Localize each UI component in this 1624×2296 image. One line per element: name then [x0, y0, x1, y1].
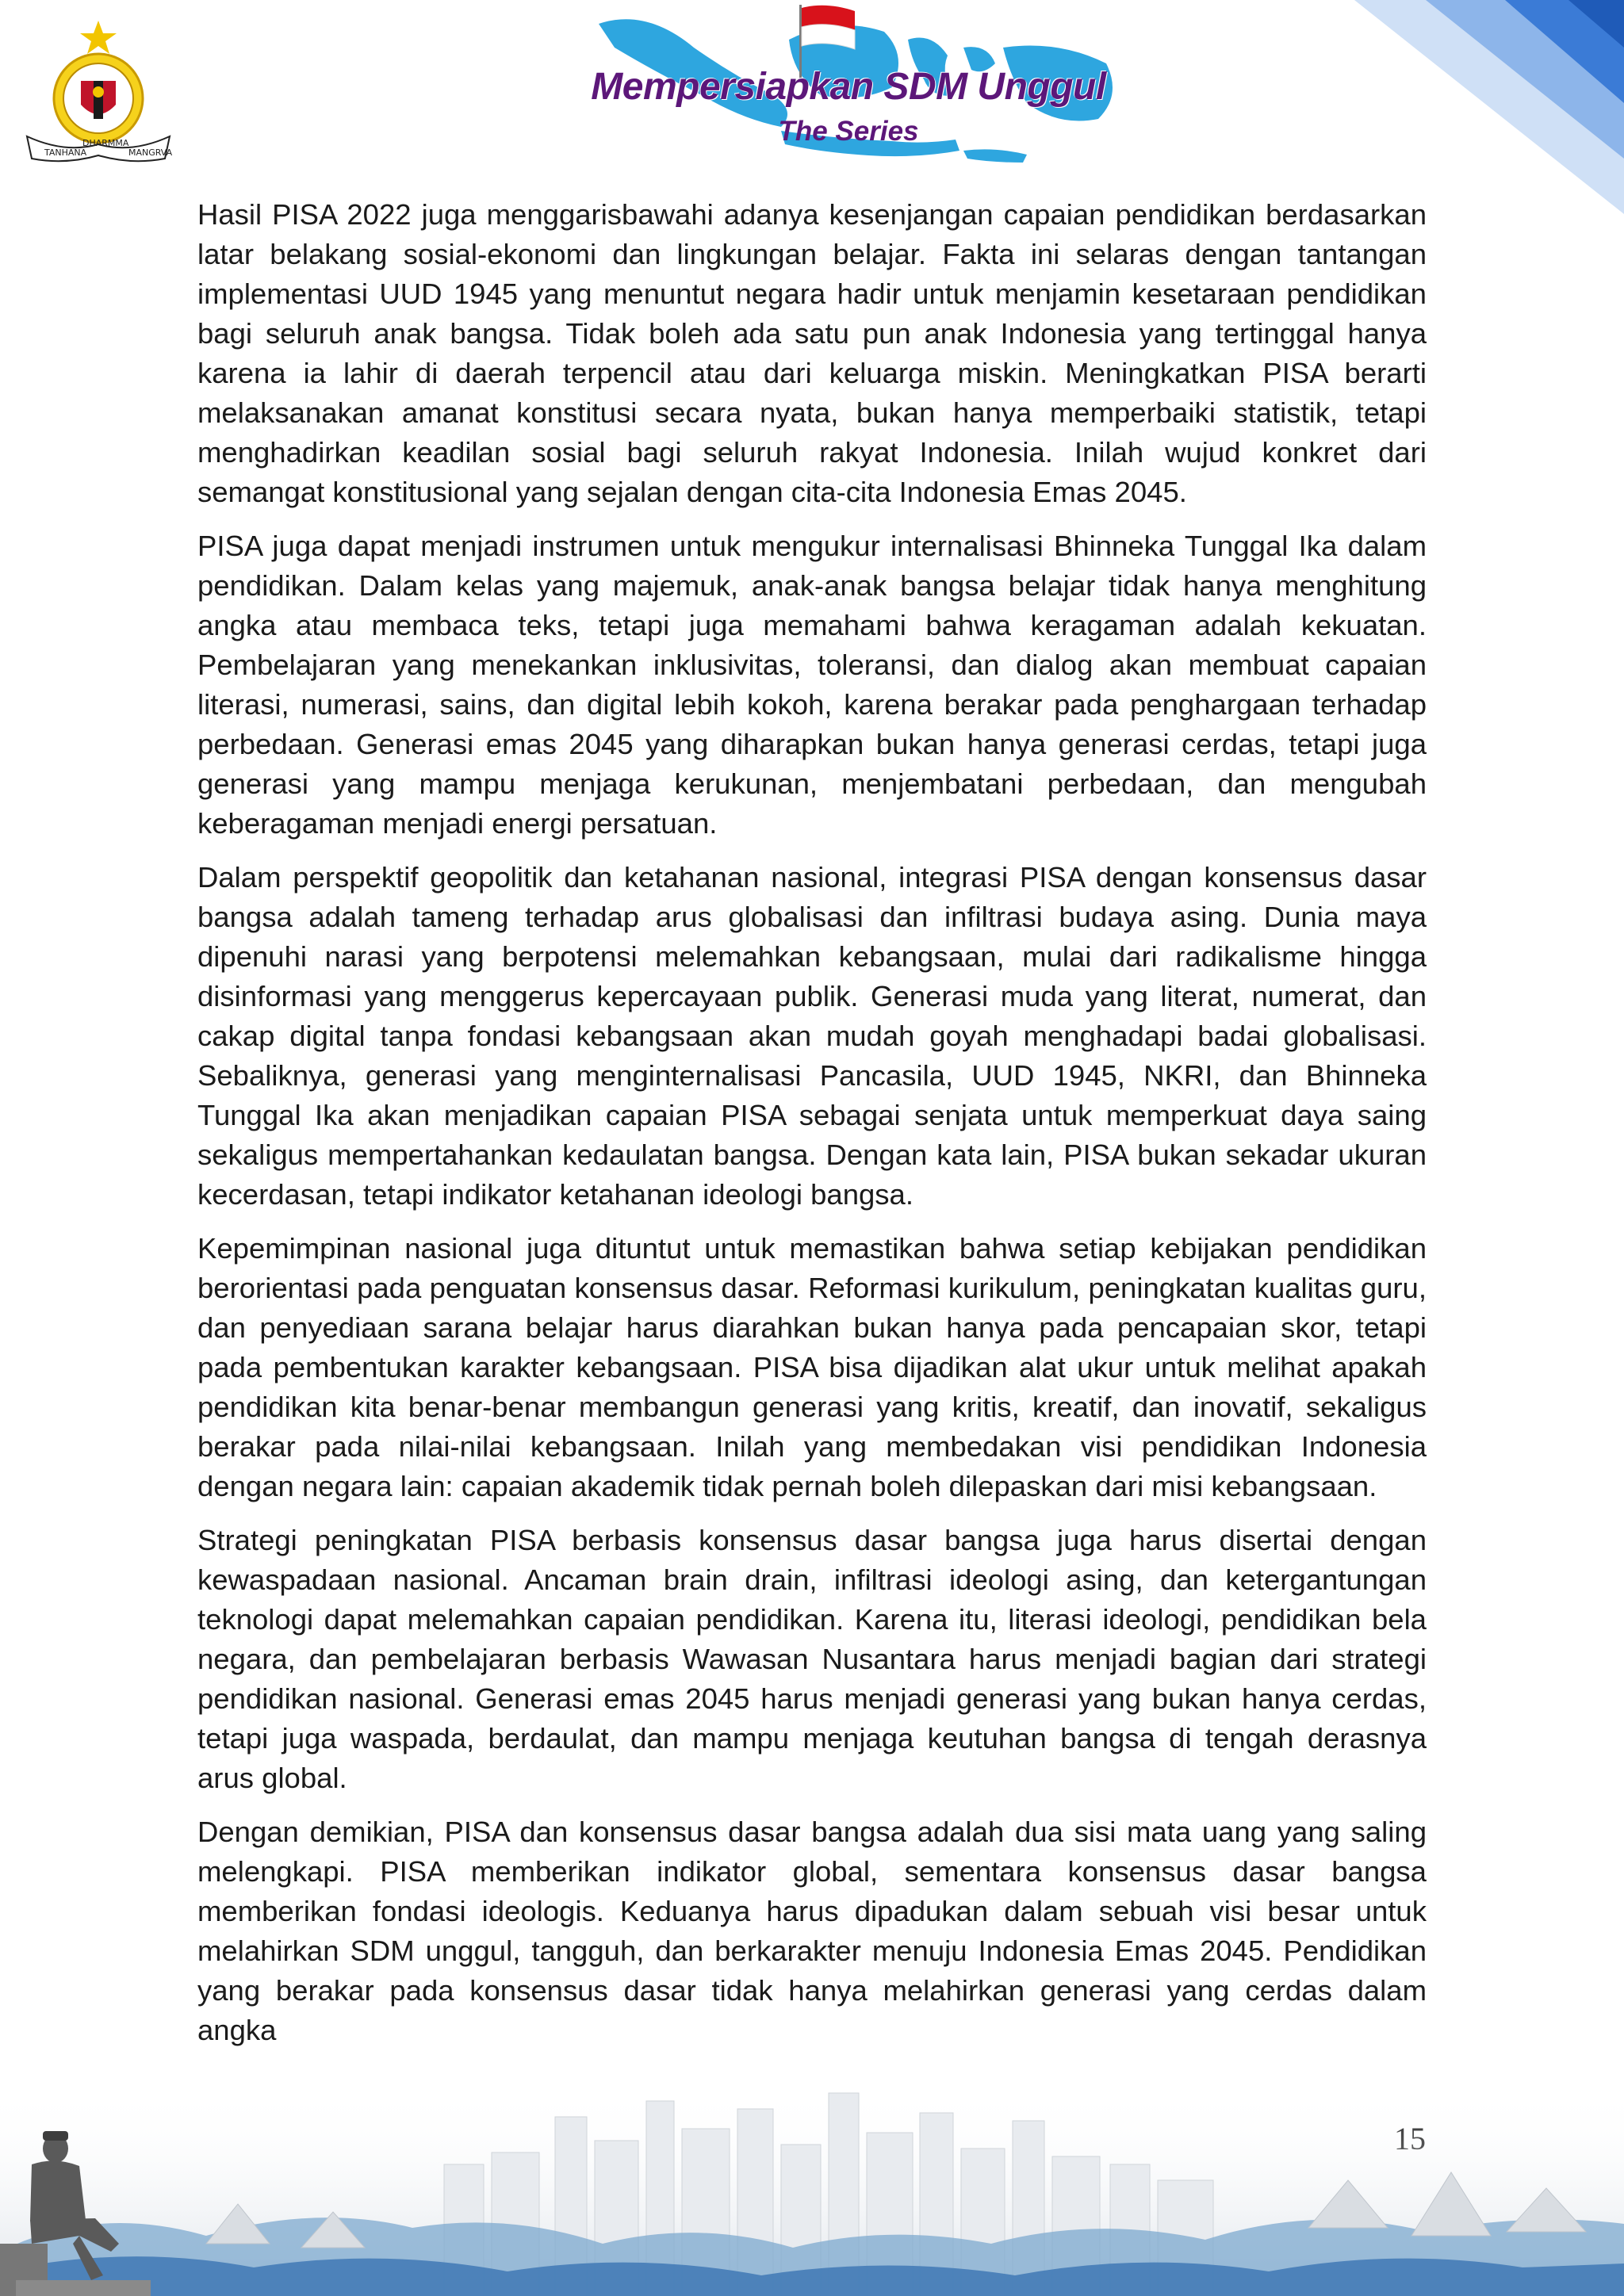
corner-decoration [1307, 0, 1624, 214]
paragraph: Dengan demikian, PISA dan konsensus dasar bangsa adalah dua sisi mata uang yang saling melengkapi. PISA memberikan indikator global, sementara konsensus dasar bangsa memberikan fondasi ideologis. Keduanya harus dipadukan dalam sebuah visi besar untuk melahirkan SDM unggul, tangguh, dan berkarakter menuju Indonesia Emas 2045. Pendidikan yang berakar pada konsensus dasar tidak hanya melahirkan generasi yang cerdas dalam angka [197, 1816, 1427, 2046]
svg-text:DHARMMA: DHARMMA [82, 138, 129, 148]
article-body [197, 195, 1427, 2064]
military-emblem-icon [17, 19, 180, 170]
paragraph: Strategi peningkatan PISA berbasis konsensus dasar bangsa juga harus disertai dengan kewaspadaan nasional. Ancaman brain drain, infiltrasi ideologi asing, dan ketergantungan teknologi dapat melemahkan capaian pendidikan. Karena itu, literasi ideologi, pendidikan bela negara, dan pembelajaran berbasis Wawasan Nusantara harus menjadi bagian dari strategi pendidikan nasional. Generasi emas 2045 harus menjadi generasi yang bukan hanya cerdas, tetapi juga waspada, berdaulat, dan mampu menjaga keutuhan bangsa di tengah derasnya arus global. [197, 1524, 1427, 1794]
city-skyline-icon [0, 2085, 1624, 2296]
svg-text:MANGRVA: MANGRVA [128, 147, 173, 158]
header-title: Mempersiapkan SDM Unggul [591, 66, 1106, 108]
header-subtitle: The Series [778, 116, 919, 147]
paragraph: PISA juga dapat menjadi instrumen untuk mengukur internalisasi Bhinneka Tunggal Ika dalam pendidikan. Dalam kelas yang majemuk, anak-anak bangsa belajar tidak hanya menghitung angka atau membaca teks, tetapi juga memahami bahwa keragaman adalah kekuatan. Pembelajaran yang menekankan inklusivitas, toleransi, dan dialog akan membuat capaian literasi, numerasi, sains, dan digital lebih kokoh, karena berakar pada penghargaan terhadap perbedaan. Generasi emas 2045 yang diharapkan bukan hanya generasi cerdas, tetapi juga generasi yang mampu menjaga kerukunan, menjembatani perbedaan, dan mengubah keberagaman menjadi energi persatuan. [197, 530, 1427, 840]
seated-figure-icon [0, 2125, 151, 2296]
paragraph: Hasil PISA 2022 juga menggarisbawahi adanya kesenjangan capaian pendidikan berdasarkan latar belakang sosial-ekonomi dan lingkungan belajar. Fakta ini selaras dengan tantangan implementasi UUD 1945 yang menuntut negara hadir untuk menjamin kesetaraan pendidikan bagi seluruh anak bangsa. Tidak boleh ada satu pun anak Indonesia yang tertinggal hanya karena ia lahir di daerah terpencil atau dari keluarga miskin. Meningkatkan PISA berarti melaksanakan amanat konstitusi secara nyata, bukan hanya memperbaiki statistik, tetapi menghadirkan keadilan sosial bagi seluruh rakyat Indonesia. Inilah wujud konkret dari semangat konstitusional yang sejalan dengan cita-cita Indonesia Emas 2045. [197, 198, 1427, 508]
paragraph: Kepemimpinan nasional juga dituntut untuk memastikan bahwa setiap kebijakan pendidikan berorientasi pada penguatan konsensus dasar. Reformasi kurikulum, peningkatan kualitas guru, dan penyediaan sarana belajar harus diarahkan bukan hanya pada pencapaian skor, tetapi pada pembentukan karakter kebangsaan. PISA bisa dijadikan alat ukur untuk melihat apakah pendidikan kita benar-benar membangun generasi yang kritis, kreatif, dan inovatif, sekaligus berakar pada nilai-nilai kebangsaan. Inilah yang membedakan visi pendidikan Indonesia dengan negara lain: capaian akademik tidak pernah boleh dilepaskan dari misi kebangsaan. [197, 1232, 1427, 1502]
svg-text:TANHANA: TANHANA [44, 147, 87, 158]
paragraph: Dalam perspektif geopolitik dan ketahanan nasional, integrasi PISA dengan konsensus dasar bangsa adalah tameng terhadap arus globalisasi dan infiltrasi budaya asing. Dunia maya dipenuhi narasi yang berpotensi melemahkan kebangsaan, mulai dari radikalisme hingga disinformasi yang menggerus kepercayaan publik. Generasi muda yang literat, numerat, dan cakap digital tanpa fondasi kebangsaan akan mudah goyah menghadapi badai globalisasi. Sebaliknya, generasi yang menginternalisasi Pancasila, UUD 1945, NKRI, dan Bhinneka Tunggal Ika akan menjadikan capaian PISA sebagai senjata untuk memperkuat daya saing sekaligus mempertahankan kedaulatan bangsa. Dengan kata lain, PISA bukan sekadar ukuran kecerdasan, tetapi indikator ketahanan ideologi bangsa. [197, 861, 1427, 1211]
